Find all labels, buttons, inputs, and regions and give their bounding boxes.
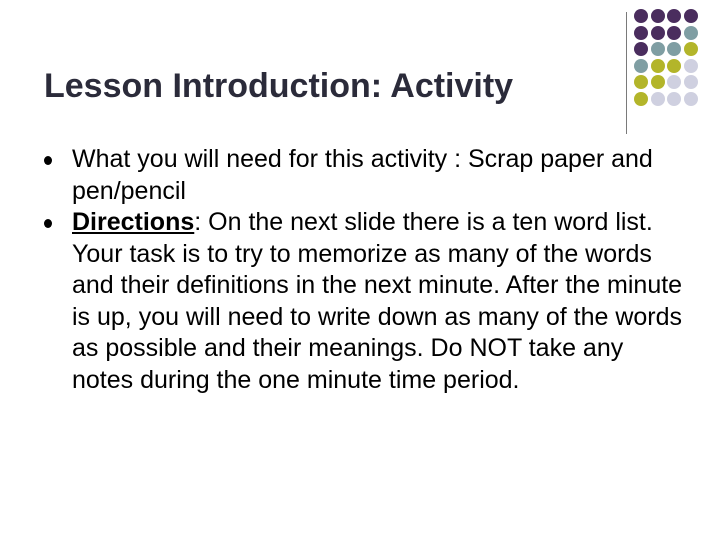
decorative-dot bbox=[684, 92, 698, 106]
decorative-dot bbox=[651, 59, 665, 73]
decorative-dot bbox=[667, 59, 681, 73]
decorative-dot bbox=[667, 42, 681, 56]
decorative-dot bbox=[684, 59, 698, 73]
decorative-dot bbox=[667, 26, 681, 40]
decorative-dot bbox=[651, 26, 665, 40]
decorative-dot bbox=[634, 75, 648, 89]
slide-title: Lesson Introduction: Activity bbox=[44, 67, 514, 105]
bullet-marker bbox=[44, 156, 52, 165]
bullet-lead-label: Directions bbox=[72, 208, 195, 236]
bullet-item-directions bbox=[44, 207, 684, 396]
decorative-dot bbox=[684, 9, 698, 23]
decorative-dot bbox=[651, 42, 665, 56]
decorative-dot bbox=[634, 92, 648, 106]
decorative-dot bbox=[651, 75, 665, 89]
decorative-dot bbox=[634, 59, 648, 73]
decorative-dot bbox=[684, 26, 698, 40]
decorative-dot bbox=[651, 92, 665, 106]
decorative-dot bbox=[634, 26, 648, 40]
decorative-dot bbox=[667, 92, 681, 106]
decorative-dot bbox=[651, 9, 665, 23]
decorative-dot bbox=[667, 75, 681, 89]
bullet-text: What you will need for this activity : Scrap paper and pen/pencil bbox=[72, 145, 653, 205]
bullet-text: : On the next slide there is a ten word list. Your task is to try to memorize as many of the words and their definitions in the next minute. After the minute is up, you will need to write down as many of the words as possible and their meanings. Do NOT take any notes during the one minute time period. bbox=[72, 208, 683, 394]
bullet-item-supplies bbox=[44, 144, 684, 207]
bullet-marker bbox=[44, 219, 52, 228]
decorative-dot bbox=[684, 75, 698, 89]
decorative-dot bbox=[634, 42, 648, 56]
bullet-list bbox=[44, 144, 684, 396]
decorative-dot bbox=[667, 9, 681, 23]
title-divider-line bbox=[626, 12, 627, 134]
decorative-dot bbox=[634, 9, 648, 23]
decorative-dot bbox=[684, 42, 698, 56]
